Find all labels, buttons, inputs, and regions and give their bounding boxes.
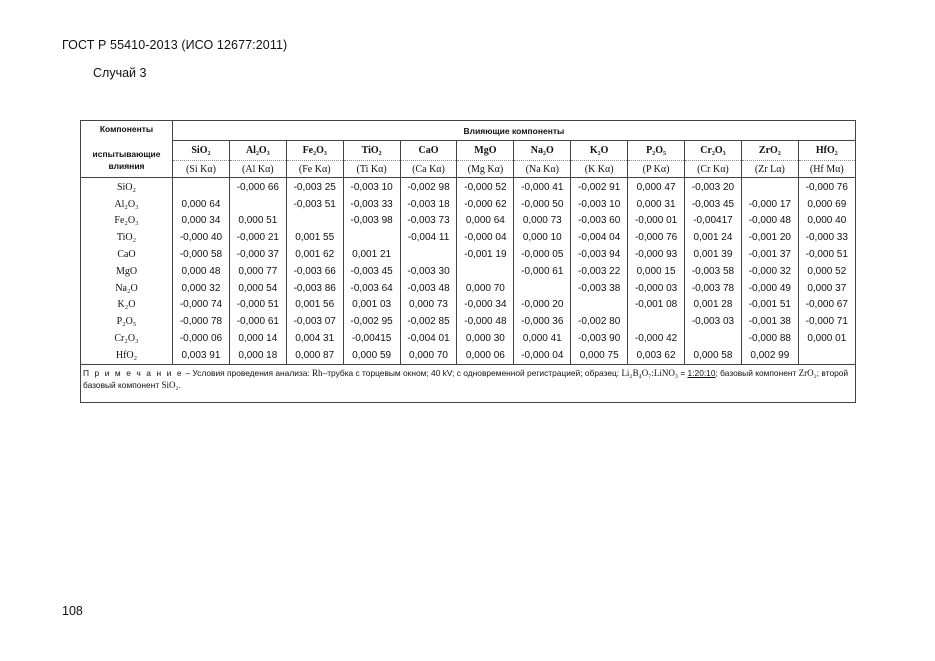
column-line-header: (P Kα) [628, 161, 685, 178]
components-header-line2: испытывающие влияния [92, 149, 161, 171]
column-formula-header: P₂O₅ [628, 141, 685, 161]
coefficient-cell: -0,000 48 [741, 213, 798, 230]
coefficient-cell [286, 213, 343, 230]
column-line-header: (Ca Kα) [400, 161, 457, 178]
coefficient-cell: -0,002 95 [343, 313, 400, 330]
coefficient-cell: 0,002 99 [741, 347, 798, 364]
coefficient-cell: -0,000 03 [628, 280, 685, 297]
table-row [81, 297, 856, 314]
page-number: 108 [62, 604, 83, 618]
column-line-header: (Zr Lα) [741, 161, 798, 178]
column-line-header: (K Kα) [571, 161, 628, 178]
note-row [81, 364, 856, 402]
coefficient-cell: 0,000 47 [628, 178, 685, 196]
table-note [81, 364, 856, 402]
coefficient-cell: -0,001 20 [741, 229, 798, 246]
coefficient-cell: -0,003 78 [685, 280, 742, 297]
coefficient-cell: -0,001 08 [628, 297, 685, 314]
coefficient-cell: 0,000 01 [798, 330, 855, 347]
coefficient-cell: 0,000 14 [229, 330, 286, 347]
coefficient-cell: -0,000 71 [798, 313, 855, 330]
coefficient-cell: -0,00415 [343, 330, 400, 347]
note-second-base-component: SiO₂ [161, 379, 179, 390]
coefficient-cell: -0,000 61 [229, 313, 286, 330]
row-component-label: Fe₂O₃ [81, 213, 173, 230]
coefficient-cell: -0,000 66 [229, 178, 286, 196]
coefficient-cell: -0,003 10 [571, 196, 628, 213]
coefficient-cell: 0,000 18 [229, 347, 286, 364]
note-prefix: П р и м е ч а н и е [83, 367, 184, 378]
column-formula-header: SiO₂ [173, 141, 230, 161]
note-text-4: ; второй базовый компонент [83, 367, 849, 390]
coefficient-cell: -0,000 74 [173, 297, 230, 314]
coefficient-cell: 0,004 31 [286, 330, 343, 347]
coefficient-cell: 0,000 69 [798, 196, 855, 213]
note-text-2: –трубка с торцевым окном; 40 kV; с одновременной регистрацией; образец: [322, 367, 622, 378]
row-component-label: Al₂O₃ [81, 196, 173, 213]
row-component-label: SiO₂ [81, 178, 173, 196]
coefficient-cell: 0,001 62 [286, 246, 343, 263]
coefficient-cell: 0,000 48 [173, 263, 230, 280]
coefficient-cell: -0,003 94 [571, 246, 628, 263]
coefficient-cell: -0,003 03 [685, 313, 742, 330]
coefficient-cell [343, 229, 400, 246]
coefficient-cell: -0,000 17 [741, 196, 798, 213]
coefficient-cell: -0,000 06 [173, 330, 230, 347]
column-line-header: (Hf Mα) [798, 161, 855, 178]
coefficient-cell: 0,001 24 [685, 229, 742, 246]
table-row [81, 178, 856, 196]
coefficient-cell: 0,000 54 [229, 280, 286, 297]
coefficient-cell: -0,003 22 [571, 263, 628, 280]
coefficient-cell: 0,000 37 [798, 280, 855, 297]
coefficient-cell: -0,000 20 [514, 297, 571, 314]
coefficient-cell: 0,000 30 [457, 330, 514, 347]
coefficient-cell [514, 280, 571, 297]
note-base-component: ZrO₂ [798, 367, 817, 378]
coefficient-cell: -0,000 61 [514, 263, 571, 280]
coefficient-cell: -0,003 25 [286, 178, 343, 196]
coefficient-cell: -0,000 40 [173, 229, 230, 246]
coefficient-cell: -0,000 51 [798, 246, 855, 263]
coefficient-cell: -0,003 48 [400, 280, 457, 297]
formula-header-row [81, 141, 856, 161]
coefficient-cell: -0,000 36 [514, 313, 571, 330]
coefficient-cell: 0,001 28 [685, 297, 742, 314]
table-row [81, 229, 856, 246]
column-formula-header: K₂O [571, 141, 628, 161]
coefficient-cell: 0,001 56 [286, 297, 343, 314]
case-label: Случай 3 [93, 66, 147, 80]
coefficient-cell: -0,000 51 [229, 297, 286, 314]
coefficient-cell [628, 313, 685, 330]
influencing-components-header: Влияющие компоненты [173, 121, 856, 141]
table-row [81, 313, 856, 330]
coefficient-cell [457, 263, 514, 280]
row-component-label: Cr₂O₃ [81, 330, 173, 347]
column-formula-header: Al₂O₃ [229, 141, 286, 161]
coefficient-cell: -0,000 32 [741, 263, 798, 280]
row-component-label: K₂O [81, 297, 173, 314]
coefficient-cell: -0,003 18 [400, 196, 457, 213]
row-component-label: TiO₂ [81, 229, 173, 246]
table-row [81, 263, 856, 280]
coefficient-cell: -0,003 51 [286, 196, 343, 213]
table-row [81, 196, 856, 213]
note-text-1: – Условия проведения анализа: [183, 367, 313, 378]
column-formula-header: ZrO₂ [741, 141, 798, 161]
row-component-label: CaO [81, 246, 173, 263]
coefficient-cell: -0,000 04 [514, 347, 571, 364]
table-body [81, 178, 856, 365]
note-eq: = [678, 367, 688, 378]
coefficient-cell: -0,00417 [685, 213, 742, 230]
coefficient-cell [229, 196, 286, 213]
coefficient-cell: 0,001 03 [343, 297, 400, 314]
column-line-header: (Si Kα) [173, 161, 230, 178]
coefficient-cell: -0,000 78 [173, 313, 230, 330]
coefficient-cell: -0,000 33 [798, 229, 855, 246]
coefficient-cell: -0,004 11 [400, 229, 457, 246]
table-row [81, 330, 856, 347]
coefficient-cell: -0,000 88 [741, 330, 798, 347]
coefficient-cell: 0,001 55 [286, 229, 343, 246]
coefficient-cell: -0,003 45 [685, 196, 742, 213]
coefficient-cell: -0,003 73 [400, 213, 457, 230]
coefficient-cell: -0,000 62 [457, 196, 514, 213]
coefficient-cell: 0,000 52 [798, 263, 855, 280]
coefficient-cell: -0,003 10 [343, 178, 400, 196]
coefficient-cell: -0,000 42 [628, 330, 685, 347]
coefficient-cell: 0,000 32 [173, 280, 230, 297]
coefficient-cell: -0,000 50 [514, 196, 571, 213]
coefficient-cell: -0,001 51 [741, 297, 798, 314]
coefficient-cell: -0,002 80 [571, 313, 628, 330]
coefficient-cell [685, 330, 742, 347]
coefficient-cell: -0,000 41 [514, 178, 571, 196]
coefficient-cell: -0,003 30 [400, 263, 457, 280]
column-line-header: (Ti Kα) [343, 161, 400, 178]
coefficient-cell: -0,003 86 [286, 280, 343, 297]
coefficient-cell: 0,003 62 [628, 347, 685, 364]
column-line-header: (Na Kα) [514, 161, 571, 178]
coefficient-cell: 0,000 70 [400, 347, 457, 364]
coefficient-cell [571, 297, 628, 314]
coefficient-cell: 0,000 34 [173, 213, 230, 230]
coefficient-cell: -0,000 01 [628, 213, 685, 230]
note-text-3: ; базовый компонент [715, 367, 799, 378]
coefficient-cell: -0,002 85 [400, 313, 457, 330]
column-formula-header: CaO [400, 141, 457, 161]
coefficient-cell [400, 246, 457, 263]
coefficient-cell: 0,000 31 [628, 196, 685, 213]
coefficient-cell: 0,001 21 [343, 246, 400, 263]
coefficient-cell: -0,004 01 [400, 330, 457, 347]
coefficient-cell: 0,000 73 [400, 297, 457, 314]
coefficient-cell: -0,003 20 [685, 178, 742, 196]
coefficient-cell: 0,000 73 [514, 213, 571, 230]
coefficient-cell: 0,000 87 [286, 347, 343, 364]
coefficient-cell: -0,003 90 [571, 330, 628, 347]
coefficient-cell: -0,000 37 [229, 246, 286, 263]
coefficient-cell [173, 178, 230, 196]
coefficient-cell: -0,001 38 [741, 313, 798, 330]
coefficient-cell: 0,000 58 [685, 347, 742, 364]
coefficient-cell: -0,001 37 [741, 246, 798, 263]
coefficient-cell: -0,002 91 [571, 178, 628, 196]
column-line-header: (Cr Kα) [685, 161, 742, 178]
coefficient-cell: 0,000 59 [343, 347, 400, 364]
coefficient-cell: -0,000 05 [514, 246, 571, 263]
column-formula-header: Cr₂O₃ [685, 141, 742, 161]
components-header [81, 121, 173, 178]
coefficient-cell: 0,000 51 [229, 213, 286, 230]
row-component-label: MgO [81, 263, 173, 280]
coefficient-cell: -0,002 98 [400, 178, 457, 196]
coefficients-table [80, 120, 856, 403]
line-header-row [81, 161, 856, 178]
coefficient-cell: -0,000 48 [457, 313, 514, 330]
coefficient-cell: -0,001 19 [457, 246, 514, 263]
note-ratio: 1:20:10 [687, 367, 716, 378]
column-formula-header: HfO₂ [798, 141, 855, 161]
coefficient-cell: 0,000 41 [514, 330, 571, 347]
coefficient-cell: -0,004 04 [571, 229, 628, 246]
coefficient-cell: -0,003 60 [571, 213, 628, 230]
coefficient-cell: -0,000 49 [741, 280, 798, 297]
column-line-header: (Mg Kα) [457, 161, 514, 178]
table-row [81, 246, 856, 263]
coefficient-cell: 0,000 77 [229, 263, 286, 280]
column-formula-header: Fe₂O₃ [286, 141, 343, 161]
table-row [81, 347, 856, 364]
components-header-line1: Компоненты [99, 124, 154, 134]
coefficient-cell: -0,003 98 [343, 213, 400, 230]
note-tube: Rh [312, 367, 323, 378]
column-formula-header: TiO₂ [343, 141, 400, 161]
coefficient-cell: -0,000 21 [229, 229, 286, 246]
coefficient-cell: -0,003 33 [343, 196, 400, 213]
coefficient-cell: -0,000 76 [628, 229, 685, 246]
coefficients-table-wrapper [80, 120, 855, 403]
coefficient-cell: 0,003 91 [173, 347, 230, 364]
column-line-header: (Al Kα) [229, 161, 286, 178]
column-formula-header: Na₂O [514, 141, 571, 161]
coefficient-cell: -0,000 34 [457, 297, 514, 314]
row-component-label: HfO₂ [81, 347, 173, 364]
coefficient-cell: 0,000 15 [628, 263, 685, 280]
row-component-label: Na₂O [81, 280, 173, 297]
coefficient-cell: 0,000 06 [457, 347, 514, 364]
coefficient-cell: -0,000 04 [457, 229, 514, 246]
column-formula-header: MgO [457, 141, 514, 161]
coefficient-cell: -0,003 58 [685, 263, 742, 280]
coefficient-cell: -0,000 58 [173, 246, 230, 263]
coefficient-cell: -0,000 52 [457, 178, 514, 196]
coefficient-cell: 0,000 75 [571, 347, 628, 364]
coefficient-cell [798, 347, 855, 364]
coefficient-cell [741, 178, 798, 196]
coefficient-cell: -0,003 64 [343, 280, 400, 297]
coefficient-cell: -0,003 07 [286, 313, 343, 330]
coefficient-cell: -0,003 38 [571, 280, 628, 297]
coefficient-cell: 0,000 10 [514, 229, 571, 246]
document-header: ГОСТ Р 55410-2013 (ИСО 12677:2011) [62, 38, 288, 52]
table-row [81, 280, 856, 297]
note-end: . [178, 379, 181, 390]
coefficient-cell: 0,000 40 [798, 213, 855, 230]
coefficient-cell: 0,000 70 [457, 280, 514, 297]
coefficient-cell: -0,000 93 [628, 246, 685, 263]
coefficient-cell: 0,000 64 [457, 213, 514, 230]
row-component-label: P₂O₅ [81, 313, 173, 330]
coefficient-cell: 0,000 64 [173, 196, 230, 213]
table-row [81, 213, 856, 230]
coefficient-cell: -0,000 67 [798, 297, 855, 314]
coefficient-cell: -0,003 66 [286, 263, 343, 280]
coefficient-cell: -0,003 45 [343, 263, 400, 280]
coefficient-cell: 0,001 39 [685, 246, 742, 263]
note-sample: Li₂B₄O₇:LiNO₃ [621, 367, 678, 378]
column-line-header: (Fe Kα) [286, 161, 343, 178]
coefficient-cell: -0,000 76 [798, 178, 855, 196]
